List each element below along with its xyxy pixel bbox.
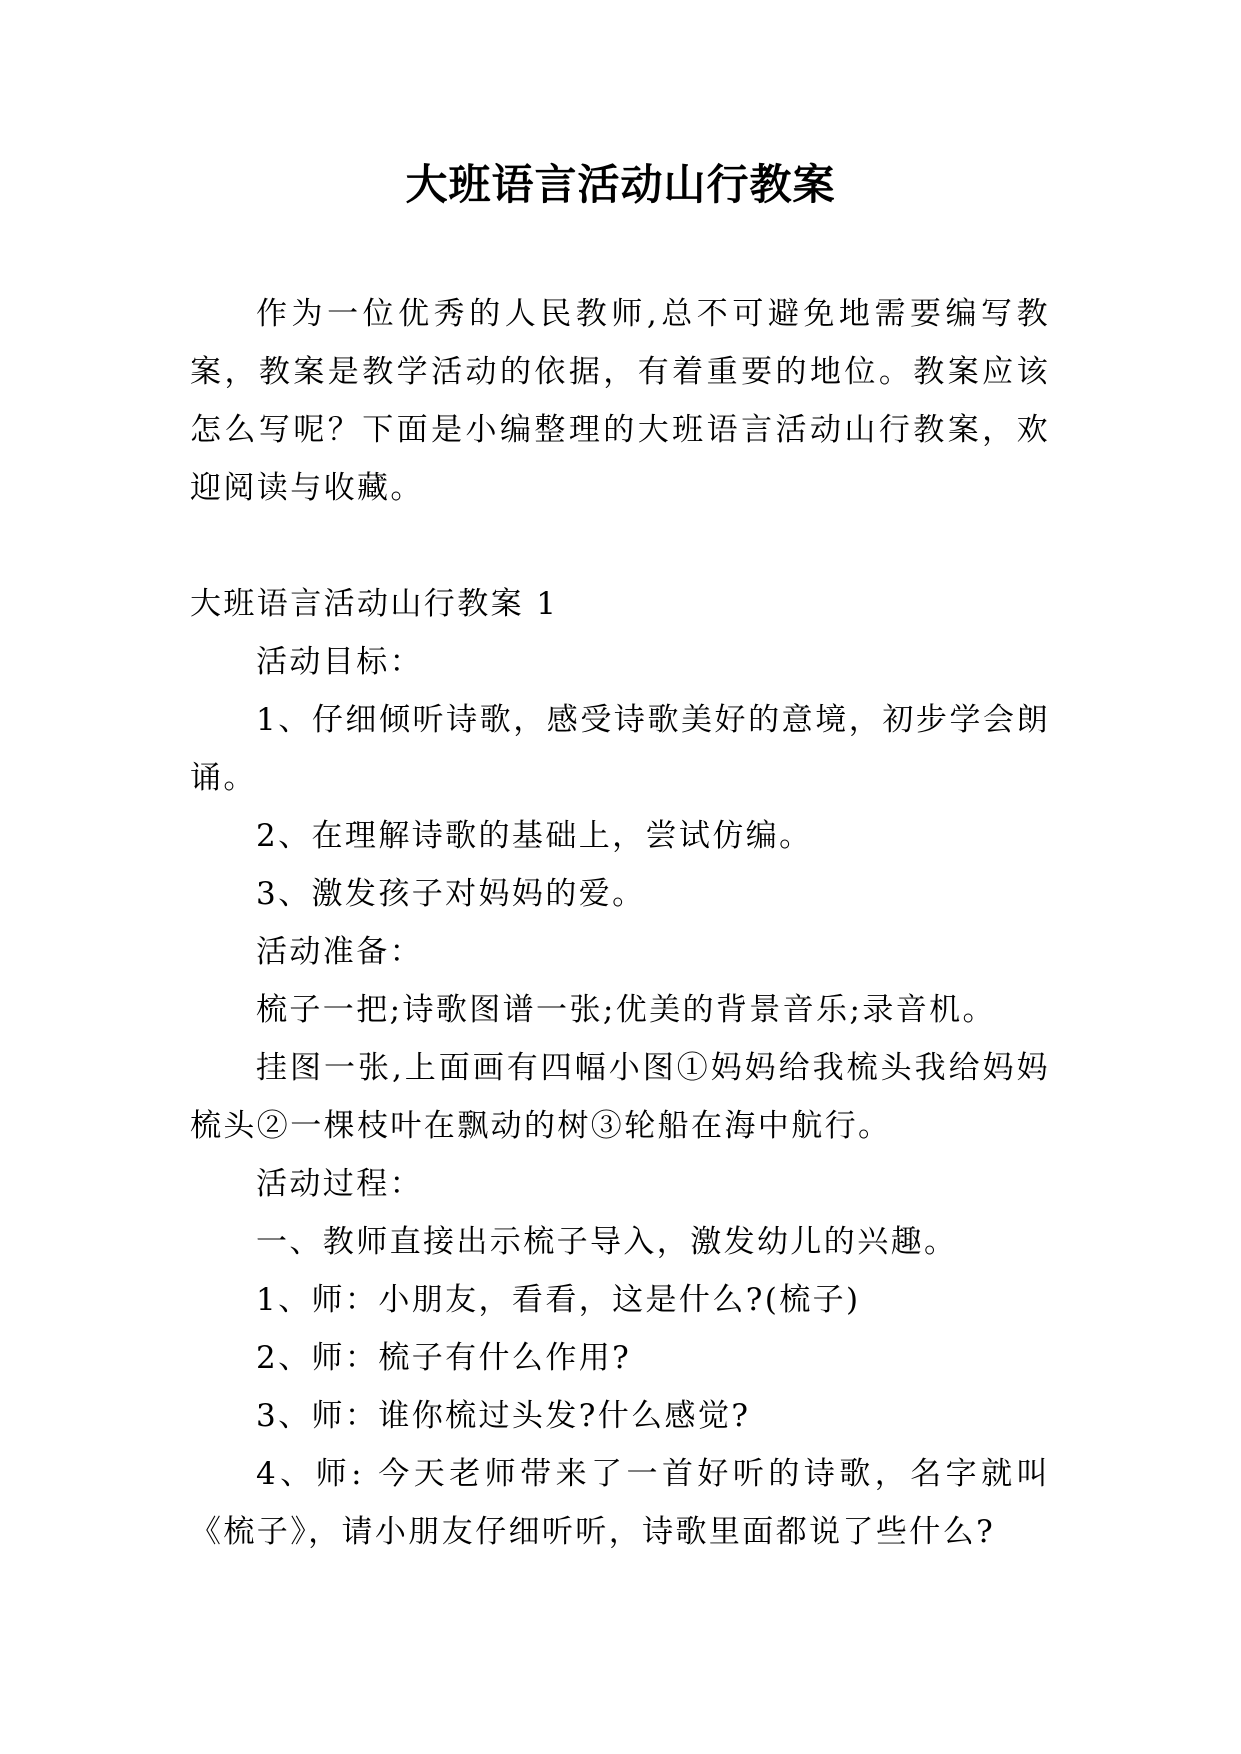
process-heading: 活动过程： xyxy=(256,1166,423,1202)
process-question-4: 4、师: 今天老师带来了一首好听的诗歌，名字就叫《梳子》，请小朋友仔细听听，诗歌里面都说了些什么? xyxy=(190,1456,1050,1550)
goal-item-2: 2、在理解诗歌的基础上，尝试仿编。 xyxy=(256,818,813,854)
process-question-3: 3、师：谁你梳过头发?什么感觉? xyxy=(256,1398,751,1434)
prep-heading: 活动准备： xyxy=(256,934,423,970)
prep-item-2: 挂图一张,上面画有四幅小图①妈妈给我梳头我给妈妈梳头②一棵枝叶在飘动的树③轮船在海中航行。 xyxy=(190,1050,1050,1144)
process-question-1: 1、师：小朋友，看看，这是什么?(梳子) xyxy=(256,1282,861,1318)
goal-heading: 活动目标： xyxy=(256,644,423,680)
document-title: 大班语言活动山行教案 xyxy=(405,160,836,209)
document-body xyxy=(190,285,1050,1561)
section-heading: 大班语言活动山行教案 1 xyxy=(190,586,559,622)
prep-item-1: 梳子一把;诗歌图谱一张;优美的背景音乐;录音机。 xyxy=(256,992,996,1028)
process-step-1: 一、教师直接出示梳子导入，激发幼儿的兴趣。 xyxy=(256,1224,958,1260)
process-question-2: 2、师：梳子有什么作用? xyxy=(256,1340,632,1376)
intro-paragraph: 作为一位优秀的人民教师,总不可避免地需要编写教案，教案是教学活动的依据，有着重要的地位。教案应该怎么写呢？下面是小编整理的大班语言活动山行教案，欢迎阅读与收藏。 xyxy=(190,296,1050,506)
goal-item-1: 1、仔细倾听诗歌，感受诗歌美好的意境，初步学会朗诵。 xyxy=(190,702,1050,796)
goal-item-3: 3、激发孩子对妈妈的爱。 xyxy=(256,876,646,912)
